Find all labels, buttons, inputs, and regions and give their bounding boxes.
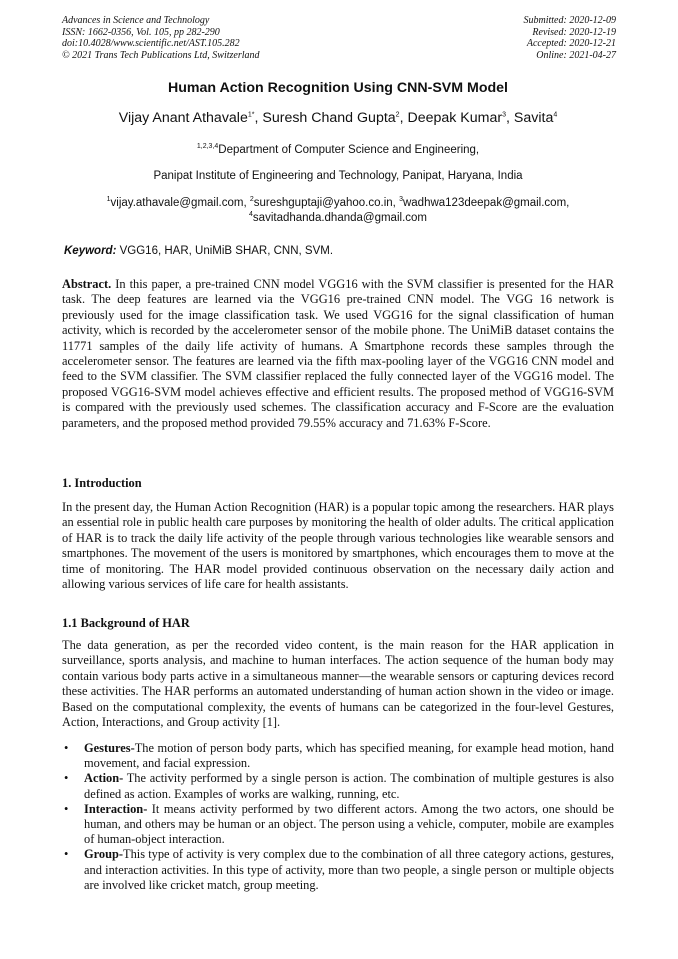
keywords bbox=[64, 245, 333, 257]
list-item bbox=[62, 802, 614, 848]
paper-title: Human Action Recognition Using CNN-SVM Model bbox=[168, 80, 508, 96]
email-sup: 2 bbox=[249, 196, 254, 204]
list-item bbox=[62, 741, 614, 771]
author-name: Suresh Chand Gupta bbox=[262, 110, 396, 126]
email-link[interactable]: vijay.athavale@gmail.com, bbox=[110, 197, 247, 209]
introduction-paragraph: In the present day, the Human Action Recognition (HAR) is a popular topic among the researchers. HAR plays an essential role in public health care purposes by monitoring the health of older adults. The critical application of HAR is to track the daily life activity of the people through various technologies like wearable sensors and smartphones. The movement of the users is monitored by smartphones, which encourages them to move at the time of monitoring. The HAR model provided continuous observation on the necessary daily action and allowing various services of life care for health assistants. bbox=[62, 500, 614, 592]
keyword-label: Keyword: bbox=[64, 245, 117, 257]
list-item bbox=[62, 847, 614, 893]
bullet-icon: • bbox=[64, 771, 69, 786]
bullet-icon: • bbox=[64, 801, 69, 816]
submitted-date: Submitted: 2020-12-09 bbox=[523, 15, 616, 26]
activity-levels-list bbox=[62, 741, 614, 893]
email-sup: 4 bbox=[249, 210, 253, 218]
list-item-text: The motion of person body parts, which has specified meaning, for example head motion, hand movement, and facial expression. bbox=[84, 741, 614, 771]
abstract-text: In this paper, a pre-trained CNN model VGG16 with the SVM classifier is presented for the HAR task. The deep features are learned via the VGG16 pre-trained CNN model. The VGG 16 network is previously used for the image classification task. We used VGG16 for the signal classification of human activity, which is recorded by the accelerometer sensor of the mobile phone. The UniMiB dataset contains the 11771 samples of the daily life activity of humans. A Smartphone records these samples through the accelerometer sensor. The features are learned via the fifth max-pooling layer of the VGG16 CNN model and feed to the SVM classifier. The SVM classifier replaced the fully connected layer of the VGG16 model. The proposed VGG16-SVM model achieves effective and efficient results. The proposed method of VGG16-SVM is compared with the previously used schemes. The classification accuracy and F-Score are the evaluation parameters, and the proposed method provided 79.55% accuracy and 71.63% F-Score. bbox=[62, 277, 614, 430]
email-sup: 1 bbox=[106, 196, 111, 204]
author-emails bbox=[62, 196, 614, 225]
online-date: Online: 2021-04-27 bbox=[536, 49, 616, 61]
bullet-icon: • bbox=[64, 847, 69, 862]
affiliation-department bbox=[62, 144, 614, 156]
background-paragraph: The data generation, as per the recorded video content, is the main reason for the HAR application in surveillance, sports analysis, and machine to human interfaces. The action sequence of the human body may contain various body parts active in a simultaneous manner—the wearable sensors or capturing devices record these activities. The HAR performs an automated understanding of human action shown in the video or image. Based on the computational complexity, the events of humans can be categorized in the four-level Gestures, Action, Interactions, and Group activity [1]. bbox=[62, 638, 614, 730]
list-item bbox=[62, 771, 614, 801]
author-name: Savita bbox=[513, 110, 554, 126]
journal-name: Advances in Science and Technology bbox=[62, 15, 210, 26]
list-item-text: It means activity performed by two different actors. Among the two actors, one should be human, and others may be human or an object. The person using a vehicle, computer, mobile are examples of human-object interaction. bbox=[84, 801, 614, 847]
abstract-label: Abstract. bbox=[62, 277, 112, 291]
subsection-heading-background: 1.1 Background of HAR bbox=[62, 616, 190, 630]
email-sup: 3 bbox=[399, 196, 403, 204]
journal-header-right bbox=[524, 15, 617, 61]
abstract bbox=[62, 277, 614, 431]
keyword-text: VGG16, HAR, UniMiB SHAR, CNN, SVM. bbox=[119, 245, 334, 257]
affiliation-line1: Department of Computer Science and Engineering, bbox=[218, 144, 480, 156]
list-item-term: Gestures- bbox=[84, 741, 135, 755]
author-sup: 2 bbox=[395, 111, 400, 119]
author-name: Vijay Anant Athavale bbox=[118, 110, 248, 126]
list-item-term: Interaction- bbox=[84, 801, 148, 816]
affiliation-institute: Panipat Institute of Engineering and Technology, Panipat, Haryana, India bbox=[153, 170, 523, 182]
author-sup: 1* bbox=[247, 111, 255, 119]
email-link[interactable]: sureshguptaji@yahoo.co.in, bbox=[253, 197, 396, 209]
list-item-term: Action- bbox=[84, 771, 124, 786]
author-sup: 4 bbox=[553, 111, 558, 119]
list-item-text: The activity performed by a single person is action. The combination of multiple gestures is also defined as action. Examples of works are walking, running, etc. bbox=[84, 771, 614, 801]
affiliation-sup: 1,2,3,4 bbox=[196, 143, 219, 151]
author-name: Deepak Kumar bbox=[407, 110, 503, 126]
author-list: Vijay Anant Athavale$^{1*}$, Suresh Chand Gupta$^2$, Deepak Kumar$^3$, Savita$^4$ bbox=[118, 110, 558, 126]
list-item-text: This type of activity is very complex due to the combination of all three category actions, gestures, and interaction activities. In this type of activity, more than two people, a single person or multiple objects are involved like cricket match, group meeting. bbox=[84, 847, 614, 892]
journal-copyright: © 2021 Trans Tech Publications Ltd, Switzerland bbox=[62, 49, 260, 61]
journal-issn: ISSN: 1662-0356, Vol. 105, pp 282-290 bbox=[62, 26, 220, 38]
list-item-term: Group- bbox=[84, 847, 124, 862]
journal-doi: doi:10.4028/www.scientific.net/AST.105.282 bbox=[62, 38, 240, 50]
section-heading-introduction: 1. Introduction bbox=[62, 476, 142, 490]
email-link[interactable]: wadhwa123deepak@gmail.com, bbox=[402, 197, 570, 209]
journal-header-left bbox=[62, 15, 260, 61]
accepted-date: Accepted: 2020-12-21 bbox=[526, 38, 616, 50]
revised-date: Revised: 2020-12-19 bbox=[532, 26, 616, 38]
author-sup: 3 bbox=[502, 111, 507, 119]
email-link[interactable]: savitadhanda.dhanda@gmail.com bbox=[252, 211, 427, 224]
bullet-icon: • bbox=[64, 741, 69, 755]
